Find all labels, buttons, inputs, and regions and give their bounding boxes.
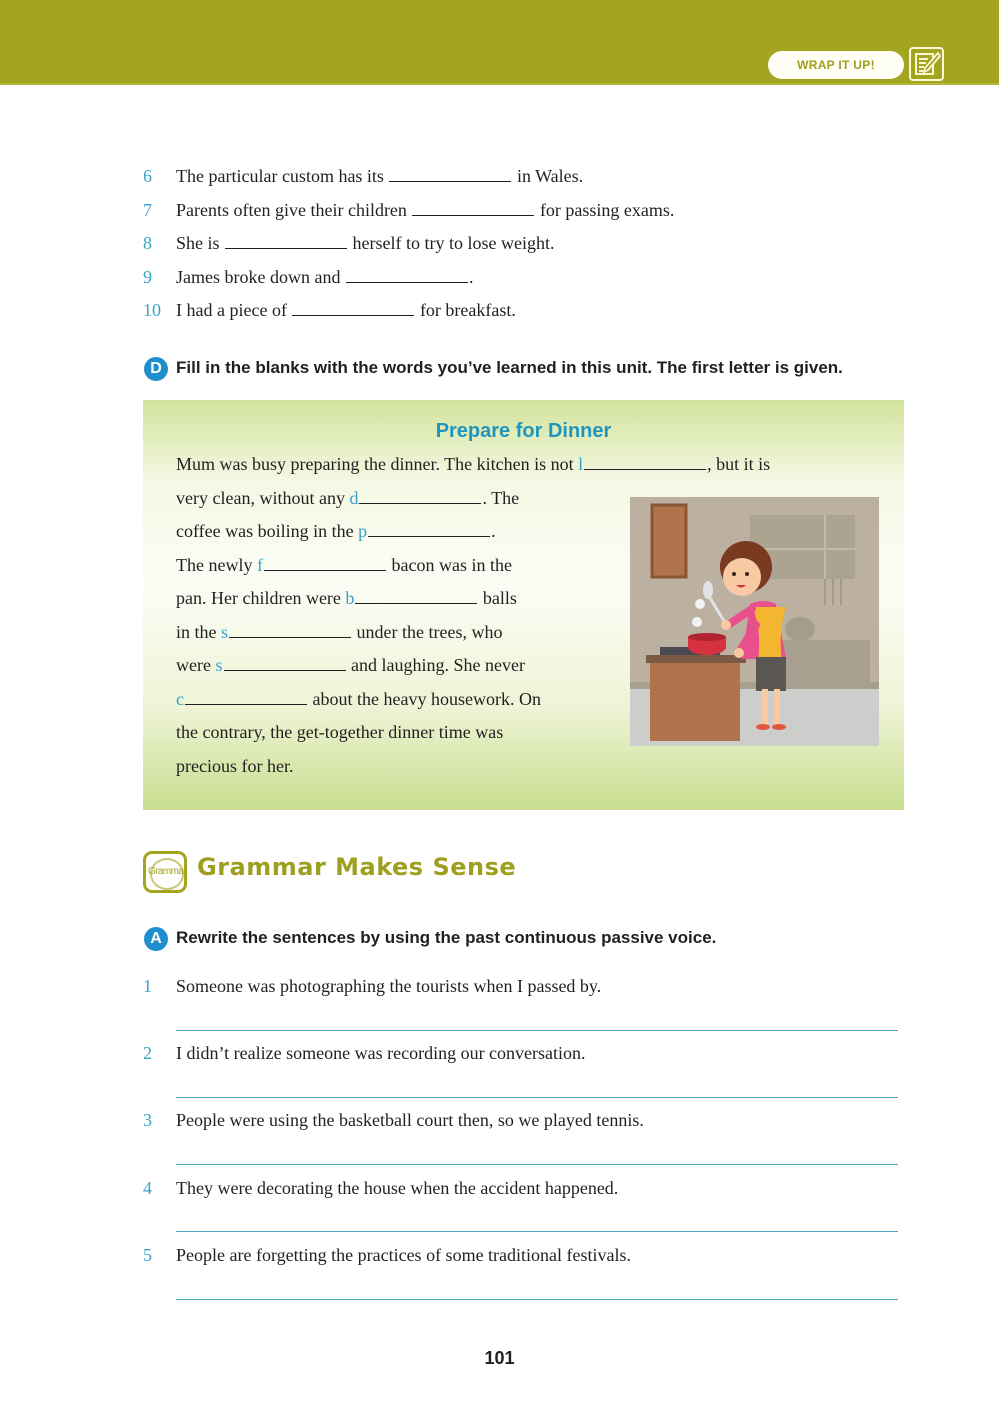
rewrite-sentence: I didn’t realize someone was recording our conversation. <box>176 1043 586 1063</box>
item-number: 3 <box>143 1110 152 1130</box>
blank-input[interactable] <box>224 655 346 671</box>
rewrite-sentence: People are forgetting the practices of some traditional festivals. <box>176 1245 632 1265</box>
blank-input[interactable] <box>292 300 414 316</box>
blank-input[interactable] <box>264 555 386 571</box>
passage-line: precious for her. <box>176 756 294 776</box>
answer-line[interactable] <box>176 1299 898 1300</box>
rewrite-sentence: Someone was photographing the tourists when I passed by. <box>176 976 602 996</box>
wrap-it-up-tag: WRAP IT UP! <box>768 51 904 79</box>
first-letter: b <box>345 588 355 608</box>
item-number: 4 <box>143 1178 152 1198</box>
passage-line: pan. Her children were b balls <box>176 588 517 608</box>
passage-line: the contrary, the get-together dinner time was <box>176 722 504 742</box>
page-number: 101 <box>484 1348 515 1368</box>
blank-input[interactable] <box>368 521 490 537</box>
section-title: Grammar Makes Sense <box>197 853 517 881</box>
first-letter: p <box>358 521 368 541</box>
fill-blank-item: She is herself to try to lose weight. <box>176 233 555 253</box>
passage-line: c about the heavy housework. On <box>176 689 541 709</box>
fill-blank-item: I had a piece of for breakfast. <box>176 300 516 320</box>
passage-line: The newly f bacon was in the <box>176 555 512 575</box>
item-number: 8 <box>143 233 152 253</box>
fill-blank-item: Parents often give their children for passing exams. <box>176 200 675 220</box>
exercise-badge-d: D <box>144 357 168 381</box>
passage-line: coffee was boiling in the p . <box>176 521 496 541</box>
item-number: 10 <box>143 300 161 320</box>
item-number: 5 <box>143 1245 152 1265</box>
passage-line: were s and laughing. She never <box>176 655 525 675</box>
blank-input[interactable] <box>355 588 477 604</box>
fill-blank-item: The particular custom has its in Wales. <box>176 166 584 186</box>
answer-line[interactable] <box>176 1164 898 1165</box>
exercise-badge-a: A <box>144 927 168 951</box>
fill-blank-item: James broke down and . <box>176 267 474 287</box>
answer-line[interactable] <box>176 1231 898 1232</box>
rewrite-sentence: They were decorating the house when the accident happened. <box>176 1178 619 1198</box>
item-number: 1 <box>143 976 152 996</box>
blank-input[interactable] <box>229 622 351 638</box>
exercise-a-instruction: Rewrite the sentences by using the past continuous passive voice. <box>176 928 717 947</box>
blank-input[interactable] <box>359 488 481 504</box>
woman-cooking-illustration <box>630 497 879 746</box>
item-number: 2 <box>143 1043 152 1063</box>
blank-input[interactable] <box>389 166 511 182</box>
first-letter: s <box>221 622 229 642</box>
answer-line[interactable] <box>176 1030 898 1031</box>
blank-input[interactable] <box>185 689 307 705</box>
passage-line: in the s under the trees, who <box>176 622 503 642</box>
first-letter: l <box>578 454 584 474</box>
item-number: 7 <box>143 200 152 220</box>
first-letter: d <box>349 488 359 508</box>
passage-title: Prepare for Dinner <box>435 420 612 442</box>
first-letter: c <box>176 689 184 709</box>
answer-line[interactable] <box>176 1097 898 1098</box>
item-number: 6 <box>143 166 152 186</box>
blank-input[interactable] <box>412 200 534 216</box>
first-letter: s <box>215 655 223 675</box>
exercise-d-instruction: Fill in the blanks with the words you’ve learned in this unit. The first letter is given. <box>176 358 843 377</box>
blank-input[interactable] <box>225 233 347 249</box>
item-number: 9 <box>143 267 152 287</box>
blank-input[interactable] <box>584 454 706 470</box>
passage-line: Mum was busy preparing the dinner. The kitchen is not l , but it is <box>176 454 771 474</box>
notepad-pencil-icon <box>909 47 944 81</box>
first-letter: f <box>256 555 263 575</box>
blank-input[interactable] <box>346 267 468 283</box>
grammar-icon: Grammar <box>143 851 187 893</box>
rewrite-sentence: People were using the basketball court then, so we played tennis. <box>176 1110 644 1130</box>
passage-line: very clean, without any d . The <box>176 488 520 508</box>
